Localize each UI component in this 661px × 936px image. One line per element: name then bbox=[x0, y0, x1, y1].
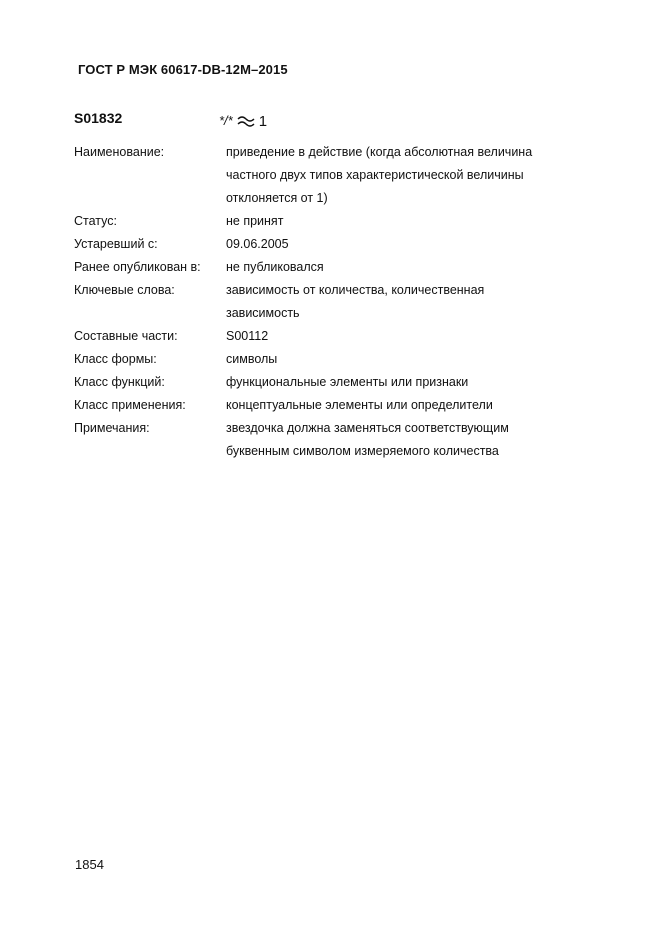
field-value-line: не публиковался bbox=[226, 260, 324, 274]
field-label: Составные части: bbox=[74, 329, 178, 343]
field-value-line: зависимость bbox=[226, 306, 300, 320]
field-row-form-class bbox=[74, 348, 574, 371]
field-value-line: приведение в действие (когда абсолютная величина bbox=[226, 145, 533, 159]
field-value bbox=[226, 233, 574, 256]
field-value-line: звездочка должна заменяться соответствующим bbox=[226, 421, 509, 435]
field-row-components bbox=[74, 325, 574, 348]
field-label: Устаревший с: bbox=[74, 237, 158, 251]
field-value-line: частного двух типов характеристической величины bbox=[226, 168, 524, 182]
symbol-graphic bbox=[219, 112, 267, 134]
field-value-line: буквенным символом измеряемого количества bbox=[226, 444, 499, 458]
field-row-obsolete-since bbox=[74, 233, 574, 256]
field-row-keywords bbox=[74, 279, 574, 325]
field-value-line: отклоняется от 1) bbox=[226, 191, 328, 205]
field-label: Примечания: bbox=[74, 421, 150, 435]
symbol-graphic-one: 1 bbox=[258, 113, 268, 130]
field-value-line: не принят bbox=[226, 214, 284, 228]
approximately-equal-icon bbox=[236, 114, 256, 128]
field-label: Ключевые слова: bbox=[74, 283, 175, 297]
field-label: Класс функций: bbox=[74, 375, 165, 389]
field-value bbox=[226, 417, 574, 463]
field-value bbox=[226, 325, 574, 348]
field-label: Статус: bbox=[74, 214, 117, 228]
symbol-fields-table bbox=[74, 141, 574, 463]
field-value bbox=[226, 394, 574, 417]
field-value bbox=[226, 348, 574, 371]
field-label: Класс формы: bbox=[74, 352, 157, 366]
field-value-line: функциональные элементы или признаки bbox=[226, 375, 469, 389]
field-value-line: символы bbox=[226, 352, 278, 366]
field-value bbox=[226, 371, 574, 394]
field-row-notes bbox=[74, 417, 574, 463]
symbol-graphic-fraction: */* bbox=[219, 113, 233, 128]
field-row-previously-published bbox=[74, 256, 574, 279]
page-number: 1854 bbox=[75, 857, 104, 872]
field-value bbox=[226, 256, 574, 279]
field-row-application-class bbox=[74, 394, 574, 417]
field-row-name bbox=[74, 141, 574, 210]
field-value-line: 09.06.2005 bbox=[226, 237, 289, 251]
symbol-id: S01832 bbox=[74, 110, 123, 126]
field-value-line: зависимость от количества, количественная bbox=[226, 283, 485, 297]
page-header-standard-title: ГОСТ Р МЭК 60617-DB-12M–2015 bbox=[78, 62, 288, 77]
field-row-status bbox=[74, 210, 574, 233]
field-value-line: S00112 bbox=[226, 329, 269, 343]
field-row-function-class bbox=[74, 371, 574, 394]
field-value bbox=[226, 141, 574, 210]
field-value bbox=[226, 279, 574, 325]
field-label: Наименование: bbox=[74, 145, 165, 159]
field-value-line: концептуальные элементы или определители bbox=[226, 398, 493, 412]
field-label: Класс применения: bbox=[74, 398, 186, 412]
field-label: Ранее опубликован в: bbox=[74, 260, 201, 274]
field-value bbox=[226, 210, 574, 233]
